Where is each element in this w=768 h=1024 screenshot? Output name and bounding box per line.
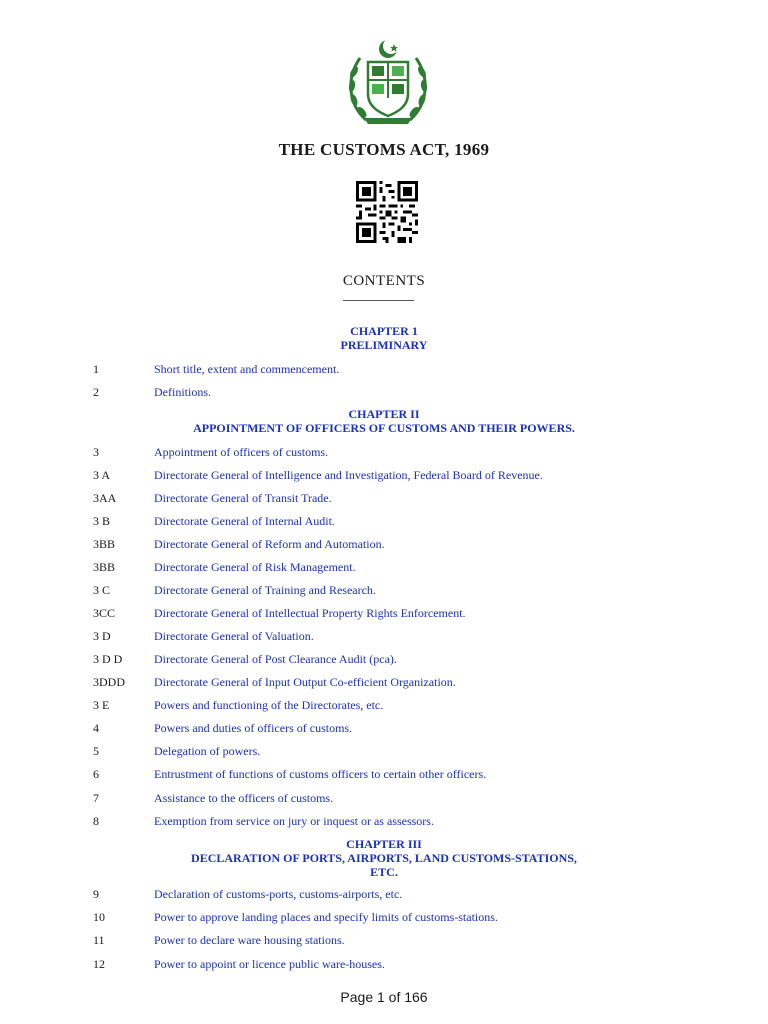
section-link[interactable]: Directorate General of Training and Research. <box>154 583 376 597</box>
section-link[interactable]: Power to declare ware housing stations. <box>154 933 345 947</box>
chapter-number: CHAPTER II <box>348 407 420 421</box>
section-number: 6 <box>93 767 99 781</box>
section-number: 3DDD <box>93 675 125 689</box>
section-link[interactable]: Power to appoint or licence public ware-houses. <box>154 957 385 971</box>
chapter-title-continued: ETC. <box>370 865 398 879</box>
section-row[interactable] <box>0 582 768 598</box>
section-link[interactable]: Assistance to the officers of customs. <box>154 791 334 805</box>
section-row[interactable] <box>0 384 768 400</box>
section-row[interactable] <box>0 490 768 506</box>
section-row[interactable] <box>0 720 768 736</box>
section-row[interactable] <box>0 813 768 829</box>
section-link[interactable]: Definitions. <box>154 385 211 399</box>
section-number: 3 D D <box>93 652 123 666</box>
section-link[interactable]: Powers and duties of officers of customs. <box>154 721 353 735</box>
section-row[interactable] <box>0 932 768 948</box>
section-row[interactable] <box>0 513 768 529</box>
chapter-heading <box>0 407 768 435</box>
section-number: 10 <box>93 910 105 924</box>
section-row[interactable] <box>0 743 768 759</box>
section-number: 11 <box>93 933 105 947</box>
section-row[interactable] <box>0 674 768 690</box>
chapter-title: PRELIMINARY <box>340 338 428 352</box>
section-row[interactable] <box>0 444 768 460</box>
section-link[interactable]: Powers and functioning of the Directorates, etc. <box>154 698 384 712</box>
section-number: 5 <box>93 744 99 758</box>
section-row[interactable] <box>0 628 768 644</box>
section-number: 7 <box>93 791 99 805</box>
section-link[interactable]: Power to approve landing places and specify limits of customs-stations. <box>154 910 498 924</box>
contents-heading: CONTENTS <box>342 273 426 289</box>
section-link[interactable]: Directorate General of Internal Audit. <box>154 514 335 528</box>
section-number: 3 A <box>93 468 111 482</box>
qr-code-icon <box>355 181 419 243</box>
chapter-heading <box>0 837 768 879</box>
chapter-title: DECLARATION OF PORTS, AIRPORTS, LAND CUSTOMS-STATIONS, <box>191 851 577 865</box>
section-row[interactable] <box>0 956 768 972</box>
section-link[interactable]: Declaration of customs-ports, customs-airports, etc. <box>154 887 403 901</box>
section-row[interactable] <box>0 790 768 806</box>
chapter-title: APPOINTMENT OF OFFICERS OF CUSTOMS AND THEIR POWERS. <box>193 421 575 435</box>
section-row[interactable] <box>0 886 768 902</box>
section-link[interactable]: Directorate General of Post Clearance Audit (pca). <box>154 652 397 666</box>
act-title: THE CUSTOMS ACT, 1969 <box>278 140 490 159</box>
section-link[interactable]: Directorate General of Reform and Automation. <box>154 537 385 551</box>
section-link[interactable]: Appointment of officers of customs. <box>154 445 329 459</box>
section-row[interactable] <box>0 605 768 621</box>
section-link[interactable]: Directorate General of Input Output Co-efficient Organization. <box>154 675 456 689</box>
section-row[interactable] <box>0 559 768 575</box>
section-number: 9 <box>93 887 99 901</box>
section-link[interactable]: Directorate General of Intellectual Property Rights Enforcement. <box>154 606 466 620</box>
section-number: 8 <box>93 814 99 828</box>
section-link[interactable]: Exemption from service on jury or inquest or as assessors. <box>154 814 434 828</box>
section-row[interactable] <box>0 467 768 483</box>
section-row[interactable] <box>0 909 768 925</box>
state-emblem-icon <box>344 38 432 130</box>
section-row[interactable] <box>0 536 768 552</box>
section-link[interactable]: Directorate General of Transit Trade. <box>154 491 332 505</box>
section-number: 3 B <box>93 514 111 528</box>
contents-divider <box>343 300 414 301</box>
section-link[interactable]: Entrustment of functions of customs officers to certain other officers. <box>154 767 487 781</box>
chapter-number: CHAPTER III <box>346 837 422 851</box>
section-number: 2 <box>93 385 99 399</box>
section-link[interactable]: Directorate General of Risk Management. <box>154 560 356 574</box>
section-number: 3 D <box>93 629 111 643</box>
section-number: 4 <box>93 721 99 735</box>
section-row[interactable] <box>0 651 768 667</box>
section-number: 3 <box>93 445 99 459</box>
section-number: 3 C <box>93 583 111 597</box>
section-row[interactable] <box>0 697 768 713</box>
chapter-number: CHAPTER 1 <box>350 324 418 338</box>
section-link[interactable]: Directorate General of Valuation. <box>154 629 314 643</box>
section-number: 3BB <box>93 537 116 551</box>
section-number: 3AA <box>93 491 117 505</box>
section-link[interactable]: Short title, extent and commencement. <box>154 362 340 376</box>
section-link[interactable]: Directorate General of Intelligence and Investigation, Federal Board of Revenue. <box>154 468 543 482</box>
page-number: Page 1 of 166 <box>340 989 428 1005</box>
chapter-heading <box>0 324 768 352</box>
section-link[interactable]: Delegation of powers. <box>154 744 261 758</box>
section-number: 12 <box>93 957 105 971</box>
section-number: 3 E <box>93 698 110 712</box>
section-row[interactable] <box>0 361 768 377</box>
section-number: 3BB <box>93 560 116 574</box>
section-row[interactable] <box>0 766 768 782</box>
section-number: 1 <box>93 362 99 376</box>
section-number: 3CC <box>93 606 116 620</box>
